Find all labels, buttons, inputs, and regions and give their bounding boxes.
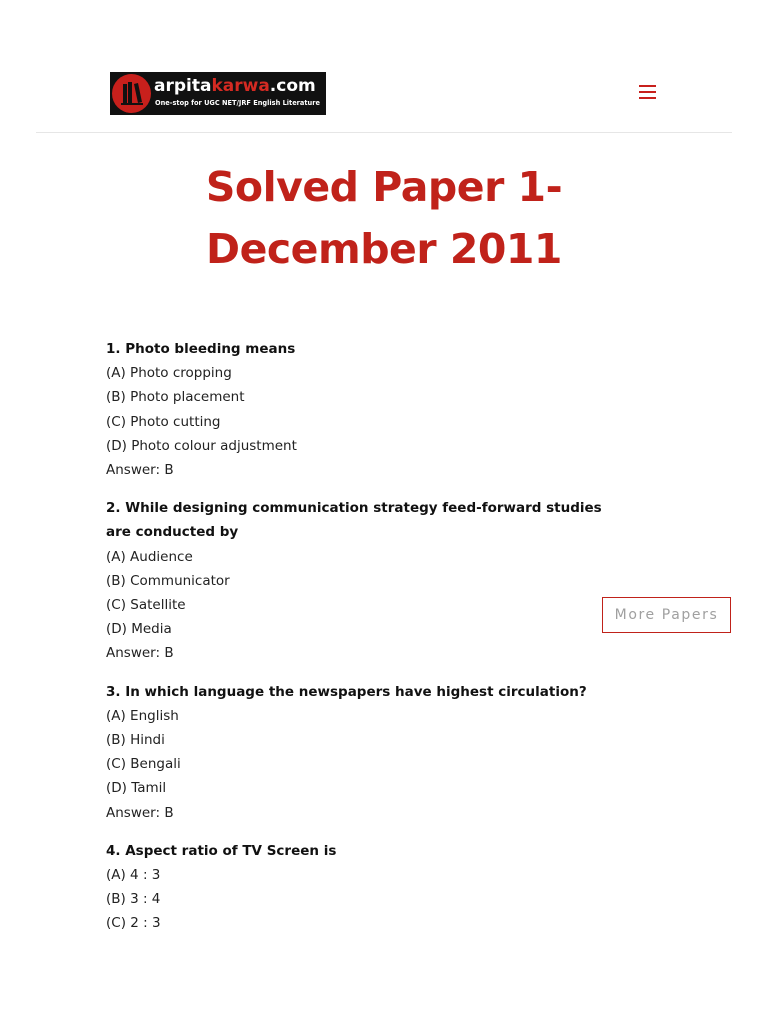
- answer-option: (A) English: [106, 707, 179, 724]
- hamburger-menu-icon[interactable]: [637, 82, 659, 102]
- answer-option: (C) Satellite: [106, 597, 186, 614]
- answer-option: (C) 2 : 3: [106, 915, 161, 932]
- question-text: 1. Photo bleeding means: [106, 341, 296, 357]
- answer-option: (B) 3 : 4: [106, 891, 161, 908]
- question-item: [106, 839, 606, 936]
- answer-option: (C) Photo cutting: [106, 413, 221, 430]
- books-logo-icon: [112, 74, 151, 113]
- question-text: 3. In which language the newspapers have highest circulation?: [106, 683, 587, 700]
- answer-option: (B) Photo placement: [106, 389, 245, 406]
- logo-tagline: One-stop for UGC NET/JRF English Literature: [155, 99, 320, 107]
- answer-option: (B) Hindi: [106, 732, 165, 749]
- question-item: [106, 337, 606, 482]
- answer-key: Answer: B: [106, 645, 174, 662]
- answer-option: (D) Tamil: [106, 780, 167, 797]
- more-papers-button[interactable]: More Papers: [602, 597, 731, 633]
- answer-option: (D) Photo colour adjustment: [106, 437, 297, 454]
- answer-option: (C) Bengali: [106, 756, 181, 773]
- site-logo[interactable]: [110, 72, 326, 115]
- answer-option: (B) Communicator: [106, 572, 230, 589]
- question-text: 2. While designing communication strategy feed-forward studies are conducted by: [106, 500, 602, 541]
- question-list: [106, 337, 606, 950]
- logo-wordmark-part1: arpita: [154, 76, 212, 96]
- question-item: [106, 496, 606, 665]
- logo-wordmark: [154, 75, 316, 97]
- site-header: [36, 54, 732, 133]
- question-item: [106, 680, 606, 825]
- answer-key: Answer: B: [106, 462, 174, 479]
- question-text: 4. Aspect ratio of TV Screen is: [106, 842, 337, 859]
- answer-option: (A) Photo cropping: [106, 365, 232, 382]
- answer-key: Answer: B: [106, 804, 174, 821]
- answer-option: (D) Media: [106, 621, 172, 638]
- logo-wordmark-part3: .com: [269, 76, 316, 96]
- answer-option: (A) Audience: [106, 548, 193, 565]
- answer-option: (A) 4 : 3: [106, 867, 161, 884]
- logo-wordmark-part2: karwa: [211, 76, 270, 96]
- page-title: Solved Paper 1- December 2011: [205, 163, 563, 273]
